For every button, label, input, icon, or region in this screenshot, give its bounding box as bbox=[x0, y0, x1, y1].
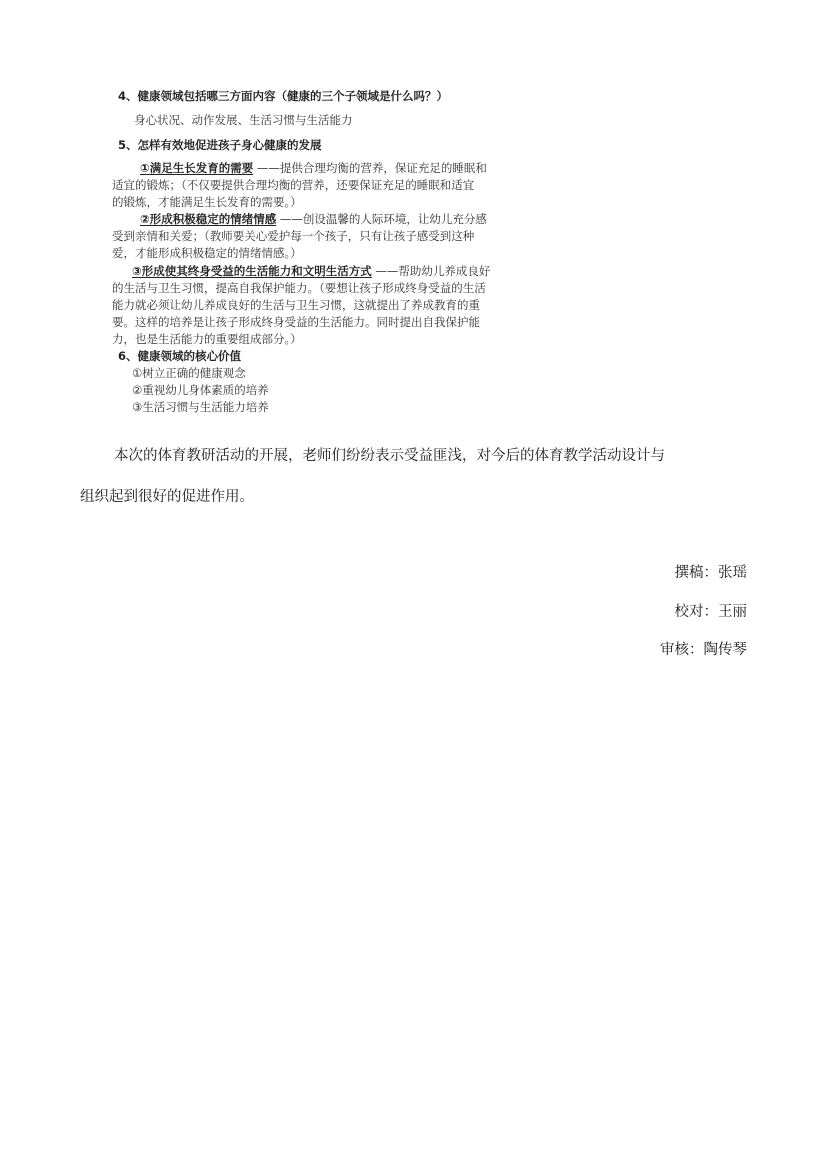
item3-line2: 的生活与卫生习惯，提高自我保护能力。（要想让孩子形成终身受益的生活 bbox=[112, 281, 486, 295]
summary-paragraph-line1: 本次的体育教研活动的开展，老师们纷纷表示受益匪浅，对今后的体育教学活动设计与 bbox=[114, 448, 665, 464]
item2-rest: ——创设温馨的人际环境，让幼儿充分感 bbox=[279, 212, 487, 226]
summary-paragraph-line2: 组织起到很好的促进作用。 bbox=[80, 489, 254, 505]
q6-item: ①树立正确的健康观念 bbox=[132, 366, 246, 380]
item3-heading: ③形成使其终身受益的生活能力和文明生活方式 bbox=[132, 264, 372, 278]
q5-title: 5、怎样有效地促进孩子身心健康的发展 bbox=[118, 138, 322, 152]
item3-line3: 能力就必须让幼儿养成良好的生活与卫生习惯，这就提出了养成教育的重 bbox=[112, 298, 480, 312]
item1-first-line bbox=[140, 160, 487, 176]
item2-line2: 受到亲情和关爱；（教师要关心爱护每一个孩子，只有让孩子感受到这种 bbox=[112, 229, 475, 243]
item2-line3: 爱，才能形成积极稳定的情绪情感。） bbox=[112, 246, 302, 260]
reviewer-credit: 审核：陶传琴 bbox=[660, 642, 747, 658]
item2-heading: ②形成积极稳定的情绪情感 bbox=[140, 212, 277, 226]
item3-line5: 力，也是生活能力的重要组成部分。） bbox=[112, 332, 302, 346]
item3-line4: 要。这样的培养是让孩子形成终身受益的生活能力。同时提出自我保护能 bbox=[112, 315, 480, 329]
item3-rest: ——帮助幼儿养成良好 bbox=[375, 264, 491, 278]
q6-title: 6、健康领域的核心价值 bbox=[118, 349, 242, 363]
item1-heading: ①满足生长发育的需要 bbox=[140, 161, 254, 175]
item1-line2: 适宜的锻炼；（不仅要提供合理均衡的营养，还要保证充足的睡眠和适宜 bbox=[112, 178, 475, 192]
item3-first-line bbox=[132, 263, 490, 279]
q6-item: ③生活习惯与生活能力培养 bbox=[132, 400, 269, 414]
item1-line3: 的锻炼，才能满足生长发育的需要。） bbox=[112, 195, 302, 209]
q6-item: ②重视幼儿身体素质的培养 bbox=[132, 383, 269, 397]
proofreader-credit: 校对：王丽 bbox=[674, 604, 747, 620]
embedded-document-image bbox=[104, 82, 624, 417]
item1-rest: ——提供合理均衡的营养，保证充足的睡眠和 bbox=[256, 161, 487, 175]
item2-first-line bbox=[140, 211, 487, 227]
q4-answer: 身心状况、动作发展、生活习惯与生活能力 bbox=[134, 113, 353, 127]
q4-title: 4、健康领域包括哪三方面内容（健康的三个子领域是什么吗？） bbox=[118, 89, 448, 103]
author-credit: 撰稿：张瑶 bbox=[674, 565, 747, 581]
